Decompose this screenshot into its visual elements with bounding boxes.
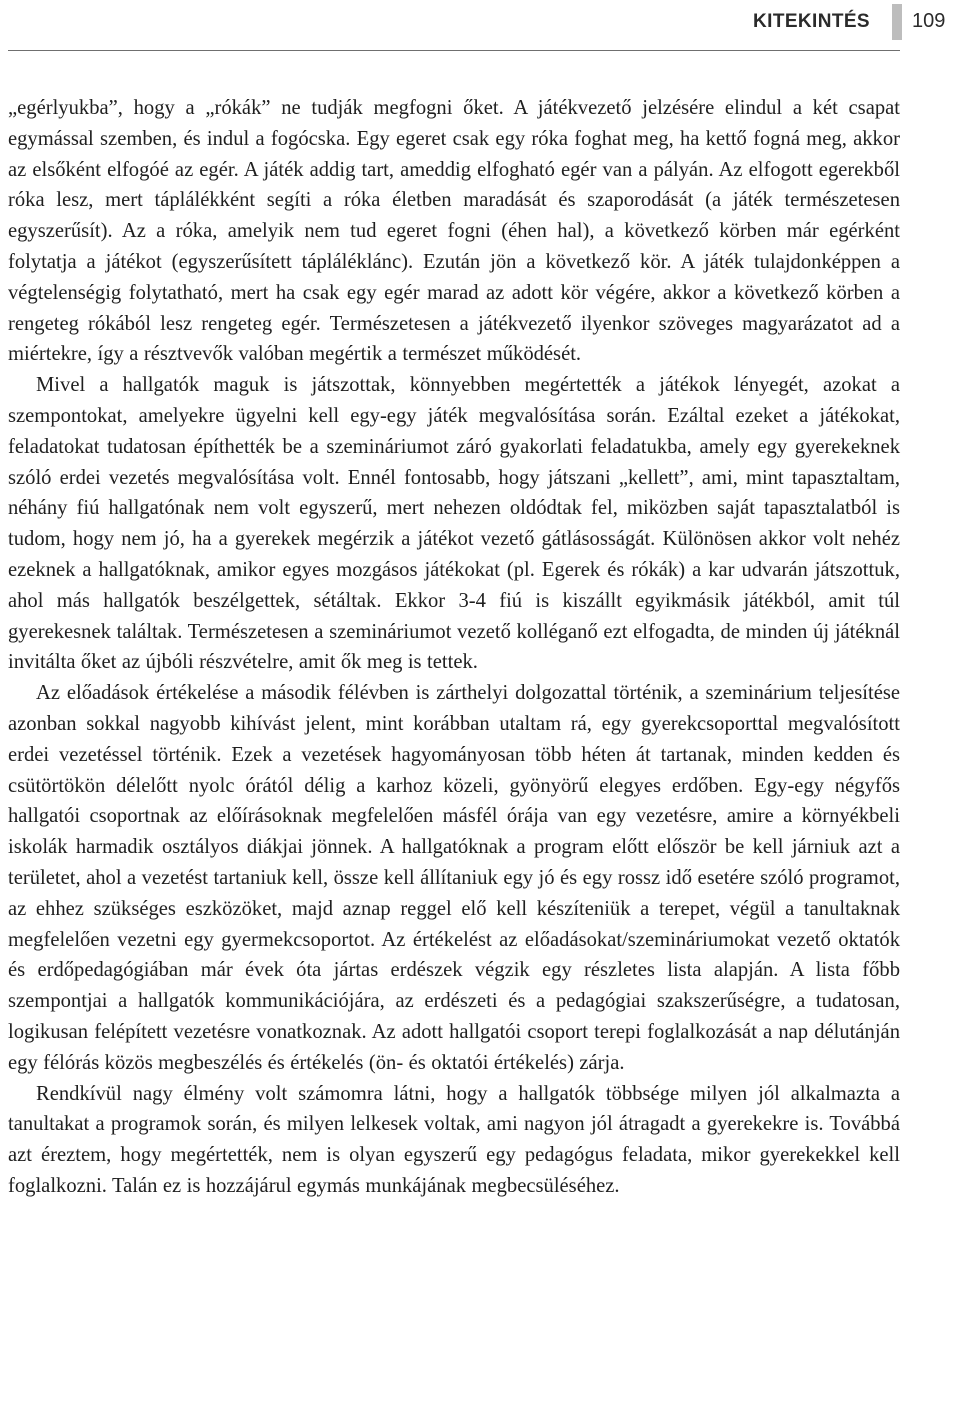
paragraph-1: „egérlyukba”, hogy a „rókák” ne tudják megfogni őket. A játékvezető jelzésére elindul a két csapat egymással szemben, és indul a fogócska. Egy egeret csak egy róka foghat meg, ha kettő fogná meg, akkor az elsőként elfogóé az egér. A játék addig tart, ameddig elfogható egér van a pályán. Az elfogott egerekből róka lesz, mert táplálékként segíti a róka életben maradását és szaporodását (a játék természetesen egyszerűsít). Az a róka, amelyik nem tud egeret fogni (éhen hal), a következő körben már egérként folytatja a játékot (egyszerűsített tápláléklánc). Ezután jön a következő kör. A játék tulajdonképpen a végtelenségig folytatható, mert ha csak egy egér marad az adott kör végére, akkor a következő körben a rengeteg rókából lesz rengeteg egér. Természetesen a játékvezető ilyenkor szöveges magyarázatot ad a miértekre, így a résztvevők valóban megértik a természet működését. <box>8 97 900 366</box>
paragraph-3: Az előadások értékelése a második félévben is zárthelyi dolgozattal történik, a szeminárium teljesítése azonban sokkal nagyobb kihívást jelent, mint korábban utaltam rá, egy gyerekcsoporttal megvalósított erdei vezetéssel történik. Ezek a vezetések hagyományosan több héten át tartanak, minden kedden és csütörtökön délelőtt nyolc órától délig a karhoz közeli, gyönyörű elegyes erdőben. Egy-egy négyfős hallgatói csoportnak az előírásoknak megfelelően másfél órája van egy vezetésre, amire a környékbeli iskolák harmadik osztályos diákjai jönnek. A hallgatóknak a program előtt először be kell járniuk azt a területet, ahol a vezetést tartaniuk kell, össze kell állítaniuk egy jó és egy rossz idő esetére szóló programot, az ehhez szükséges eszközöket, majd aznap reggel elő kell készíteniük a terepet, végül a tanultaknak megfelelően vezetni egy gyermekcsoportot. Az értékelést az előadásokat/szemináriumokat vezető oktatók és erdőpedagógiában már évek óta jártas erdészek végzik egy részletes lista alapján. A lista főbb szempontjai a hallgatók kommunikációjára, az erdészeti és a pedagógiai szakszerűségre, a tudatosan, logikusan felépített vezetésre vonatkoznak. Az adott hallgatói csoport terepi foglalkozását a nap délutánján egy félórás közös megbeszélés és értékelés (ön- és oktatói értékelés) zárja. <box>8 682 900 1074</box>
paragraph-4: Rendkívül nagy élmény volt számomra látni, hogy a hallgatók többsége milyen jól alkalmazta a tanultakat a programok során, és milyen lelkesek voltak, ami nagyon jól átragadt a gyerekekre is. Továbbá azt éreztem, hogy megértették, nem is olyan egyszerű egy pedagógus feladata, mikor gyerekekkel kell foglalkozni. Talán ez is hozzájárul egymás munkájának megbecsüléséhez. <box>8 1082 900 1197</box>
body-text <box>8 93 900 1202</box>
page-header <box>0 0 960 48</box>
section-title: KITEKINTÉS <box>753 11 870 32</box>
header-rule <box>8 50 900 51</box>
header-divider-bar <box>892 4 902 40</box>
page-number: 109 <box>912 10 946 32</box>
paragraph-2: Mivel a hallgatók maguk is játszottak, könnyebben megértették a játékok lényegét, azokat a szempontokat, amelyekre ügyelni kell egy-egy játék megvalósítása során. Ezáltal ezeket a játékokat, feladatokat tudatosan építhették be a szemináriumot záró gyakorlati feladatukba, amely egy gyerekeknek szóló erdei vezetés megvalósítása volt. Ennél fontosabb, hogy játszani „kellett”, ami, mint tapasztaltam, néhány fiú hallgatónak nem volt egyszerű, mert nehezen oldódtak fel, miközben saját tapasztalatból is tudom, hogy nem jó, ha a gyerekek megérzik a játékot vezető gátlásosságát. Különösen akkor volt nehéz ezeknek a hallgatóknak, amikor egyes mozgásos játékokat (pl. Egerek és rókák) a kar udvarán játszottuk, ahol más hallgatók beszélgettek, sétáltak. Ekkor 3-4 fiú is kiszállt egyikmásik játékból, amit túl gyerekesnek találtak. Természetesen a szemináriumot vezető kolléganő ezt elfogadta, de minden új játéknál invitálta őket az újbóli részvételre, amit ők meg is tettek. <box>8 374 900 674</box>
